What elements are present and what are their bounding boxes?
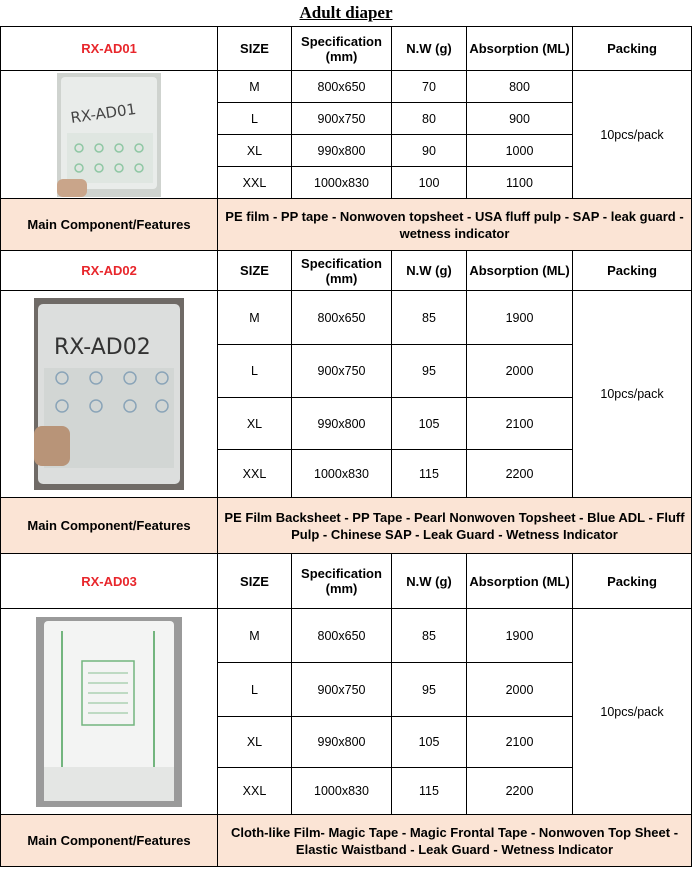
product-2-nw-4: 115 xyxy=(392,450,467,498)
product-3-spec-4: 1000x830 xyxy=(292,768,392,815)
product-2-absorption-4: 2200 xyxy=(467,450,573,498)
product-1-photo xyxy=(57,73,161,197)
product-2-size-2: L xyxy=(218,345,292,398)
product-3-absorption-4: 2200 xyxy=(467,768,573,815)
product-2-photo-label: RX-AD02 xyxy=(54,335,151,360)
product-1-spec-1: 800x650 xyxy=(292,71,392,103)
product-3-spec-3: 990x800 xyxy=(292,717,392,768)
spec-header: Specification (mm) xyxy=(292,251,392,291)
product-1-absorption-3: 1000 xyxy=(467,135,573,167)
nw-header: N.W (g) xyxy=(392,27,467,71)
product-1-absorption-4: 1100 xyxy=(467,167,573,199)
product-3-features-label: Main Component/Features xyxy=(1,815,218,867)
spec-header: Specification (mm) xyxy=(292,27,392,71)
absorption-header: Absorption (ML) xyxy=(467,554,573,609)
product-1-header-row xyxy=(1,27,692,71)
product-1-nw-3: 90 xyxy=(392,135,467,167)
product-2-spec-2: 900x750 xyxy=(292,345,392,398)
size-header: SIZE xyxy=(218,251,292,291)
product-3-spec-2: 900x750 xyxy=(292,663,392,717)
product-3-header-row xyxy=(1,554,692,609)
product-3-nw-1: 85 xyxy=(392,609,467,663)
product-3-features-row xyxy=(1,815,692,867)
table-row xyxy=(1,71,692,103)
packing-header: Packing xyxy=(573,554,692,609)
product-3-absorption-1: 1900 xyxy=(467,609,573,663)
product-1-size-1: M xyxy=(218,71,292,103)
product-1-photo-cell xyxy=(1,71,218,199)
product-2-absorption-2: 2000 xyxy=(467,345,573,398)
product-2-photo-cell xyxy=(1,291,218,498)
product-2-nw-1: 85 xyxy=(392,291,467,345)
absorption-header: Absorption (ML) xyxy=(467,27,573,71)
product-1-nw-1: 70 xyxy=(392,71,467,103)
product-2-photo xyxy=(34,298,184,490)
product-3-size-1: M xyxy=(218,609,292,663)
product-2-model: RX-AD02 xyxy=(1,251,218,291)
product-3-absorption-2: 2000 xyxy=(467,663,573,717)
product-2-size-3: XL xyxy=(218,398,292,450)
size-header: SIZE xyxy=(218,554,292,609)
product-2-spec-3: 990x800 xyxy=(292,398,392,450)
product-3-nw-3: 105 xyxy=(392,717,467,768)
product-2-size-4: XXL xyxy=(218,450,292,498)
product-2-spec-4: 1000x830 xyxy=(292,450,392,498)
product-1-features: PE film - PP tape - Nonwoven topsheet - USA fluff pulp - SAP - leak guard - wetness indicator xyxy=(218,199,692,251)
product-3-nw-4: 115 xyxy=(392,768,467,815)
product-3-photo xyxy=(36,617,182,807)
product-1-size-2: L xyxy=(218,103,292,135)
packing-header: Packing xyxy=(573,27,692,71)
page-title-text: Adult diaper xyxy=(299,3,393,22)
product-1-features-row xyxy=(1,199,692,251)
product-2-absorption-1: 1900 xyxy=(467,291,573,345)
product-1-absorption-2: 900 xyxy=(467,103,573,135)
product-1-nw-2: 80 xyxy=(392,103,467,135)
product-2-nw-3: 105 xyxy=(392,398,467,450)
product-3-absorption-3: 2100 xyxy=(467,717,573,768)
product-2-packing: 10pcs/pack xyxy=(573,291,692,498)
product-2-features-row xyxy=(1,498,692,554)
table-row xyxy=(1,291,692,345)
product-1-photo-label: RX-AD01 xyxy=(69,99,138,127)
product-2-header-row xyxy=(1,251,692,291)
product-1-packing: 10pcs/pack xyxy=(573,71,692,199)
size-header: SIZE xyxy=(218,27,292,71)
product-3-size-4: XXL xyxy=(218,768,292,815)
product-1-features-label: Main Component/Features xyxy=(1,199,218,251)
product-2-nw-2: 95 xyxy=(392,345,467,398)
product-2-size-1: M xyxy=(218,291,292,345)
product-2-features-label: Main Component/Features xyxy=(1,498,218,554)
product-2-absorption-3: 2100 xyxy=(467,398,573,450)
product-3-photo-cell xyxy=(1,609,218,815)
product-1-spec-4: 1000x830 xyxy=(292,167,392,199)
product-3-features: Cloth-like Film- Magic Tape - Magic Frontal Tape - Nonwoven Top Sheet - Elastic Waistband - Leak Guard - Wetness Indicator xyxy=(218,815,692,867)
page-title xyxy=(0,0,692,26)
product-2-features: PE Film Backsheet - PP Tape - Pearl Nonwoven Topsheet - Blue ADL - Fluff Pulp - Chinese SAP - Leak Guard - Wetness Indicator xyxy=(218,498,692,554)
product-1-model: RX-AD01 xyxy=(1,27,218,71)
absorption-header: Absorption (ML) xyxy=(467,251,573,291)
spec-header: Specification (mm) xyxy=(292,554,392,609)
product-3-size-3: XL xyxy=(218,717,292,768)
packing-header: Packing xyxy=(573,251,692,291)
table-row xyxy=(1,609,692,663)
nw-header: N.W (g) xyxy=(392,554,467,609)
product-2-spec-1: 800x650 xyxy=(292,291,392,345)
product-3-model: RX-AD03 xyxy=(1,554,218,609)
product-table xyxy=(0,26,692,867)
nw-header: N.W (g) xyxy=(392,251,467,291)
product-3-packing: 10pcs/pack xyxy=(573,609,692,815)
product-1-spec-3: 990x800 xyxy=(292,135,392,167)
product-1-spec-2: 900x750 xyxy=(292,103,392,135)
product-1-size-4: XXL xyxy=(218,167,292,199)
product-1-absorption-1: 800 xyxy=(467,71,573,103)
product-3-size-2: L xyxy=(218,663,292,717)
product-1-size-3: XL xyxy=(218,135,292,167)
product-1-nw-4: 100 xyxy=(392,167,467,199)
product-3-nw-2: 95 xyxy=(392,663,467,717)
product-3-spec-1: 800x650 xyxy=(292,609,392,663)
